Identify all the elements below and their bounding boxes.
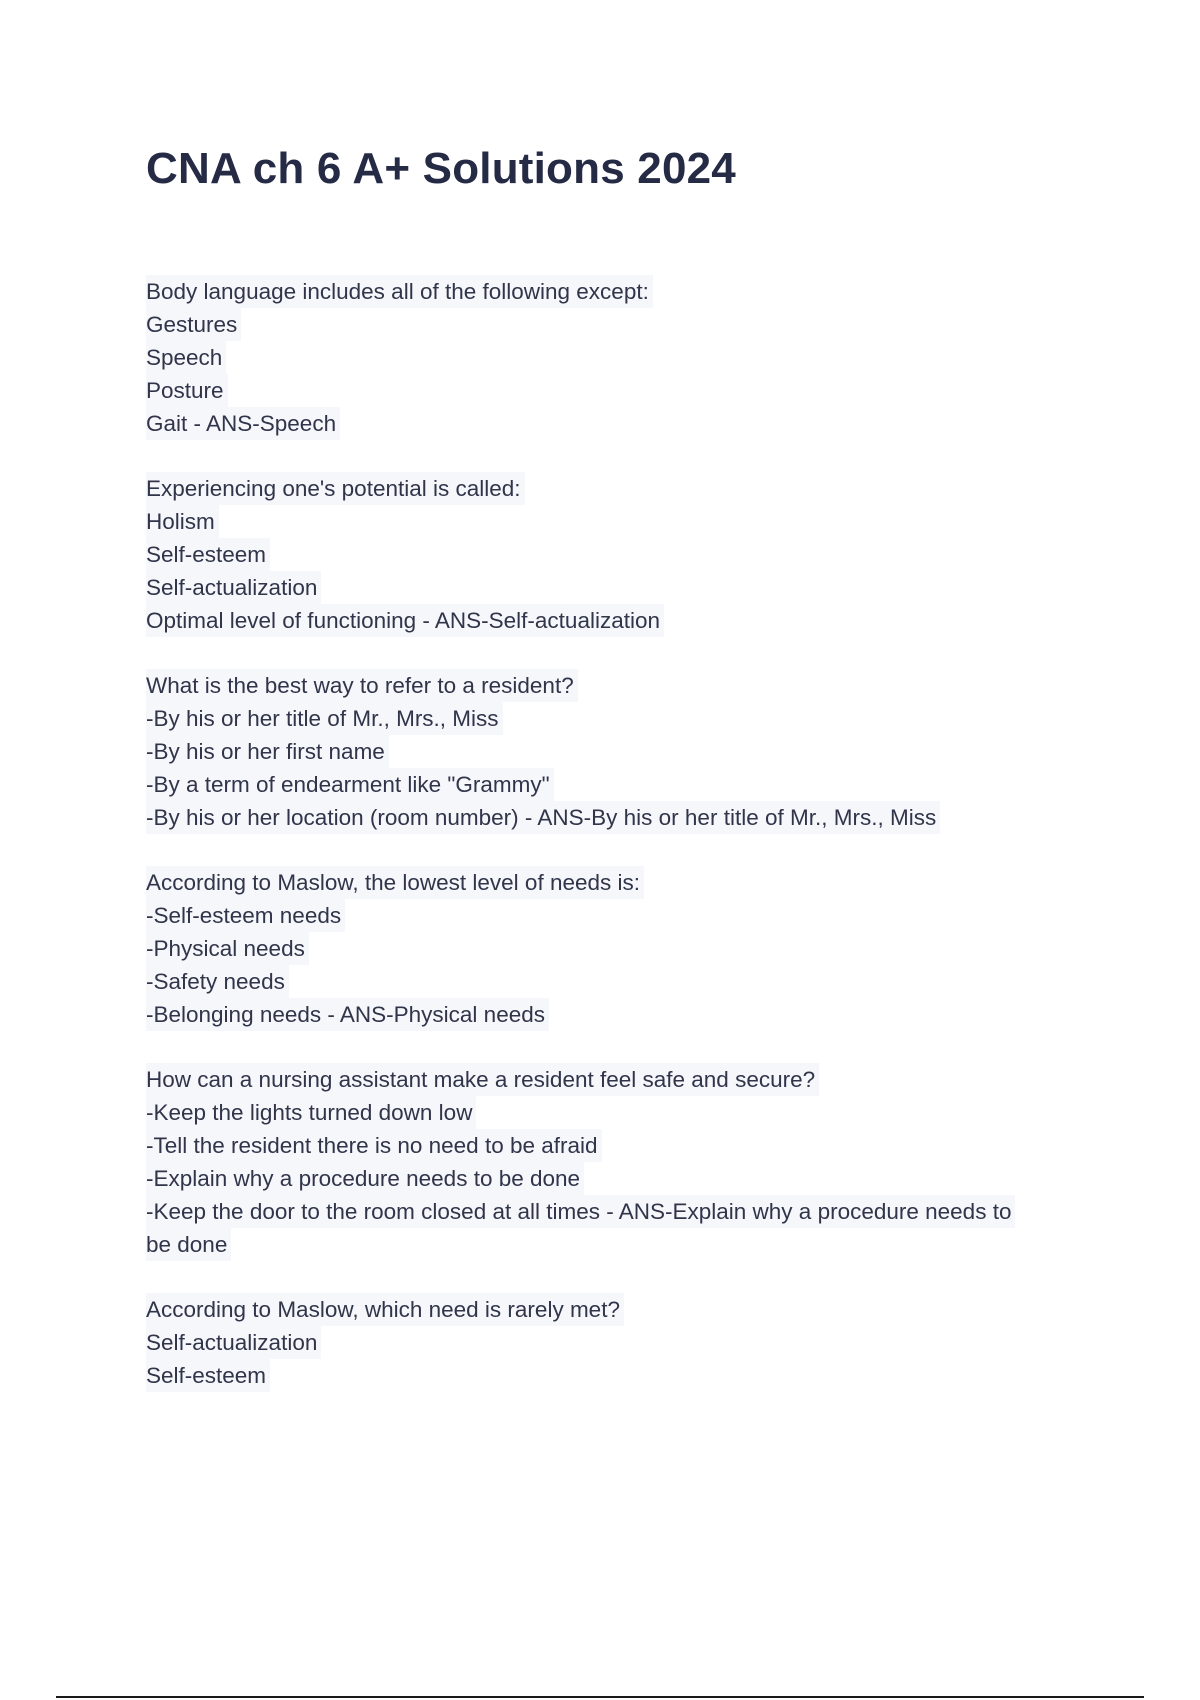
answer-option: -Safety needs: [146, 965, 289, 998]
answer-option: -Tell the resident there is no need to be afraid: [146, 1129, 602, 1162]
answer-option: Speech: [146, 341, 226, 374]
answer-option: -Self-esteem needs: [146, 899, 345, 932]
answer-option: -Explain why a procedure needs to be done: [146, 1162, 584, 1195]
question-block: [146, 1293, 1086, 1392]
question-block: [146, 472, 1086, 637]
question-text: Body language includes all of the following except:: [146, 275, 653, 308]
answer-option-with-key: Optimal level of functioning - ANS-Self-actualization: [146, 604, 664, 637]
answer-option-with-key: -By his or her location (room number) - ANS-By his or her title of Mr., Mrs., Miss: [146, 801, 940, 834]
answer-option: Self-esteem: [146, 1359, 270, 1392]
question-block: [146, 275, 1086, 440]
question-text: According to Maslow, which need is rarely met?: [146, 1293, 624, 1326]
qa-content: [146, 275, 1086, 1424]
answer-option: Gestures: [146, 308, 241, 341]
answer-option: -By his or her title of Mr., Mrs., Miss: [146, 702, 503, 735]
answer-option: Holism: [146, 505, 219, 538]
answer-option: Self-actualization: [146, 1326, 321, 1359]
answer-option: -By a term of endearment like "Grammy": [146, 768, 554, 801]
answer-option: Posture: [146, 374, 228, 407]
question-block: [146, 1063, 1086, 1261]
question-text: What is the best way to refer to a resident?: [146, 669, 578, 702]
answer-option: -Physical needs: [146, 932, 309, 965]
question-text: How can a nursing assistant make a resident feel safe and secure?: [146, 1063, 819, 1096]
answer-option-with-key: -Keep the door to the room closed at all times - ANS-Explain why a procedure needs to: [146, 1195, 1015, 1228]
question-block: [146, 669, 1086, 834]
answer-key-continuation: be done: [146, 1228, 231, 1261]
answer-option: -Keep the lights turned down low: [146, 1096, 476, 1129]
question-text: According to Maslow, the lowest level of needs is:: [146, 866, 644, 899]
answer-option-with-key: -Belonging needs - ANS-Physical needs: [146, 998, 549, 1031]
answer-option: Self-actualization: [146, 571, 321, 604]
answer-option: Self-esteem: [146, 538, 270, 571]
question-text: Experiencing one's potential is called:: [146, 472, 525, 505]
answer-option: -By his or her first name: [146, 735, 389, 768]
page-bottom-rule: [56, 1696, 1144, 1698]
document-title: CNA ch 6 A+ Solutions 2024: [146, 144, 736, 193]
question-block: [146, 866, 1086, 1031]
answer-option-with-key: Gait - ANS-Speech: [146, 407, 340, 440]
